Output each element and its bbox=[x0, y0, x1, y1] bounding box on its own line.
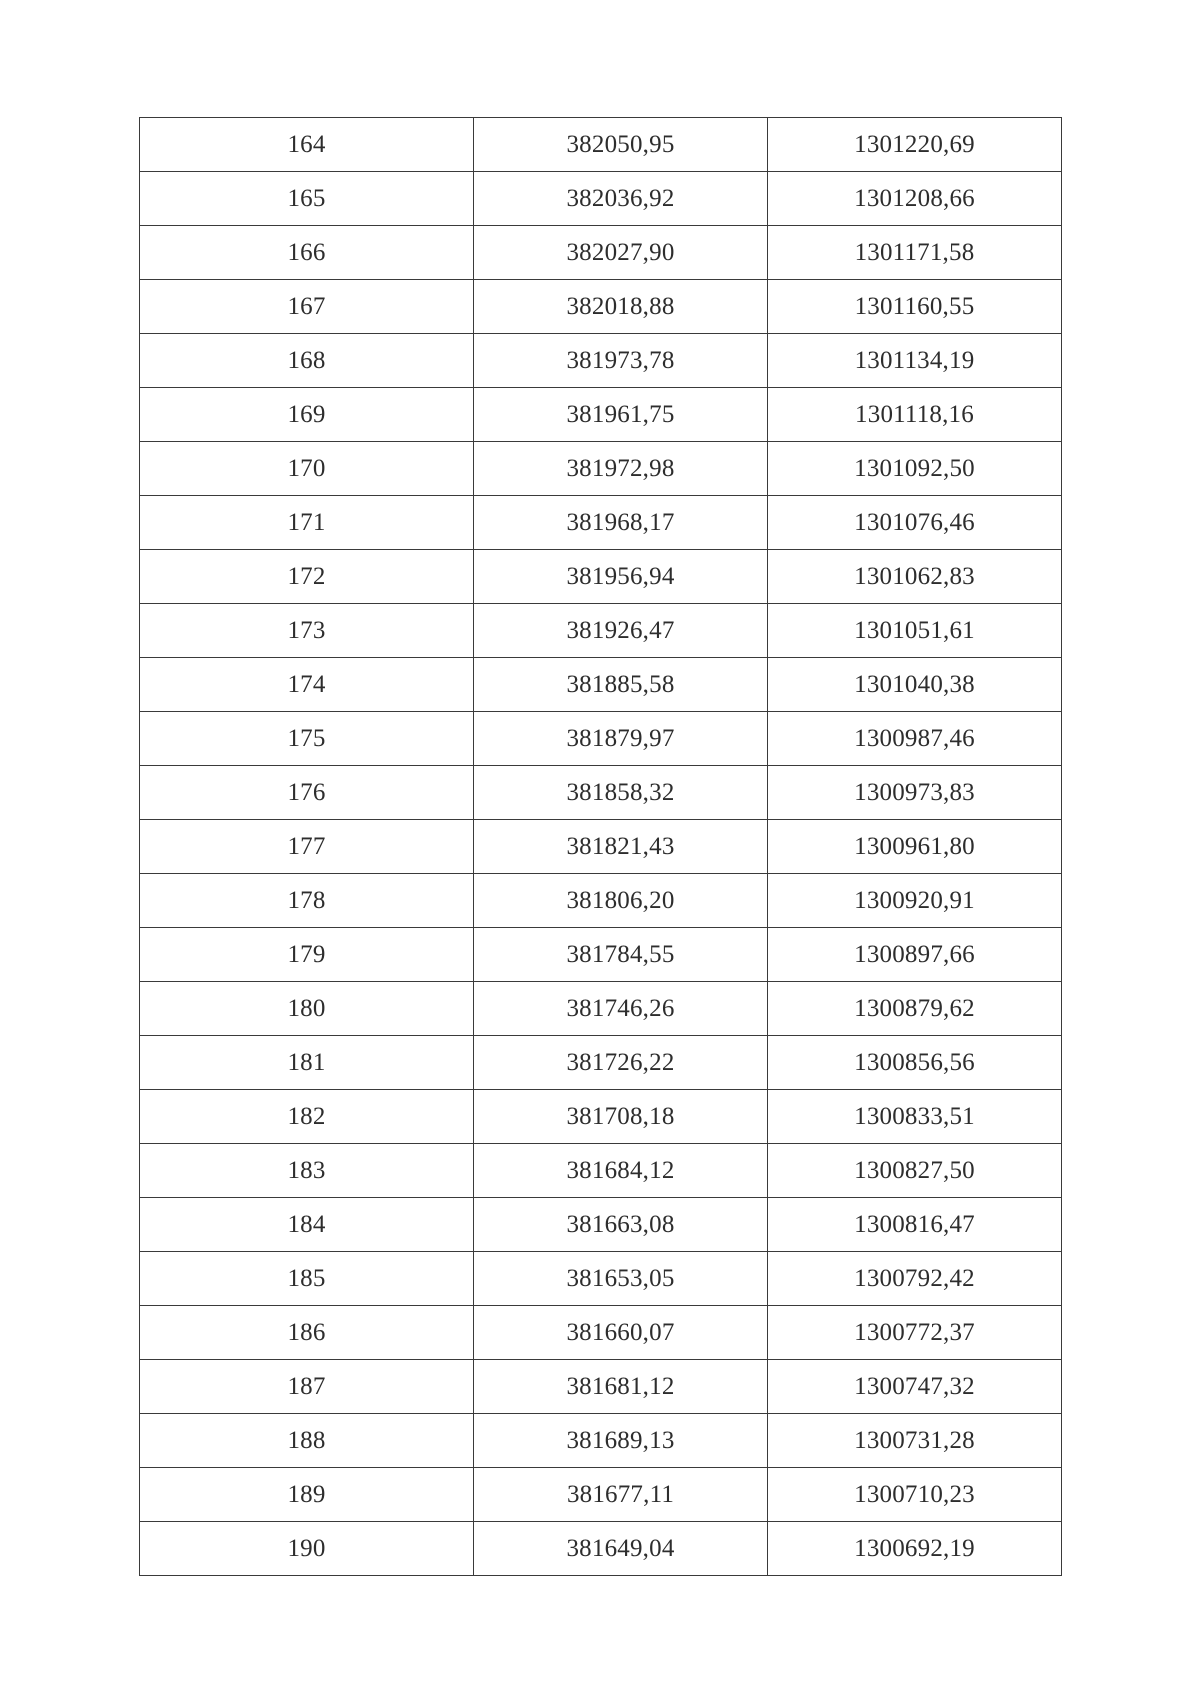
table-row bbox=[140, 280, 1062, 334]
table-row bbox=[140, 1522, 1062, 1576]
y-coordinate-cell: 1300731,28 bbox=[768, 1414, 1062, 1468]
point-number-cell: 189 bbox=[140, 1468, 474, 1522]
point-number-cell: 177 bbox=[140, 820, 474, 874]
y-coordinate-cell: 1301040,38 bbox=[768, 658, 1062, 712]
x-coordinate-cell: 381972,98 bbox=[474, 442, 768, 496]
y-coordinate-cell: 1300827,50 bbox=[768, 1144, 1062, 1198]
table-row bbox=[140, 1198, 1062, 1252]
y-coordinate-cell: 1300692,19 bbox=[768, 1522, 1062, 1576]
x-coordinate-cell: 381961,75 bbox=[474, 388, 768, 442]
x-coordinate-cell: 381684,12 bbox=[474, 1144, 768, 1198]
table-row bbox=[140, 442, 1062, 496]
y-coordinate-cell: 1300987,46 bbox=[768, 712, 1062, 766]
point-number-cell: 173 bbox=[140, 604, 474, 658]
table-row bbox=[140, 388, 1062, 442]
y-coordinate-cell: 1300961,80 bbox=[768, 820, 1062, 874]
x-coordinate-cell: 381926,47 bbox=[474, 604, 768, 658]
coordinates-table-body bbox=[140, 118, 1062, 1576]
x-coordinate-cell: 381784,55 bbox=[474, 928, 768, 982]
x-coordinate-cell: 381660,07 bbox=[474, 1306, 768, 1360]
x-coordinate-cell: 381956,94 bbox=[474, 550, 768, 604]
point-number-cell: 190 bbox=[140, 1522, 474, 1576]
coordinates-table bbox=[139, 117, 1062, 1576]
x-coordinate-cell: 381968,17 bbox=[474, 496, 768, 550]
point-number-cell: 171 bbox=[140, 496, 474, 550]
x-coordinate-cell: 381689,13 bbox=[474, 1414, 768, 1468]
table-row bbox=[140, 928, 1062, 982]
point-number-cell: 183 bbox=[140, 1144, 474, 1198]
x-coordinate-cell: 381879,97 bbox=[474, 712, 768, 766]
y-coordinate-cell: 1301062,83 bbox=[768, 550, 1062, 604]
x-coordinate-cell: 382018,88 bbox=[474, 280, 768, 334]
table-row bbox=[140, 1144, 1062, 1198]
y-coordinate-cell: 1300816,47 bbox=[768, 1198, 1062, 1252]
y-coordinate-cell: 1300879,62 bbox=[768, 982, 1062, 1036]
point-number-cell: 168 bbox=[140, 334, 474, 388]
y-coordinate-cell: 1301051,61 bbox=[768, 604, 1062, 658]
table-row bbox=[140, 334, 1062, 388]
x-coordinate-cell: 381663,08 bbox=[474, 1198, 768, 1252]
y-coordinate-cell: 1300833,51 bbox=[768, 1090, 1062, 1144]
x-coordinate-cell: 381726,22 bbox=[474, 1036, 768, 1090]
y-coordinate-cell: 1300897,66 bbox=[768, 928, 1062, 982]
y-coordinate-cell: 1301208,66 bbox=[768, 172, 1062, 226]
x-coordinate-cell: 381746,26 bbox=[474, 982, 768, 1036]
table-row bbox=[140, 982, 1062, 1036]
table-row bbox=[140, 1306, 1062, 1360]
point-number-cell: 179 bbox=[140, 928, 474, 982]
table-row bbox=[140, 550, 1062, 604]
point-number-cell: 187 bbox=[140, 1360, 474, 1414]
y-coordinate-cell: 1300792,42 bbox=[768, 1252, 1062, 1306]
table-row bbox=[140, 1468, 1062, 1522]
point-number-cell: 167 bbox=[140, 280, 474, 334]
point-number-cell: 170 bbox=[140, 442, 474, 496]
table-row bbox=[140, 1090, 1062, 1144]
y-coordinate-cell: 1301076,46 bbox=[768, 496, 1062, 550]
point-number-cell: 164 bbox=[140, 118, 474, 172]
y-coordinate-cell: 1301134,19 bbox=[768, 334, 1062, 388]
x-coordinate-cell: 381649,04 bbox=[474, 1522, 768, 1576]
table-row bbox=[140, 1360, 1062, 1414]
table-row bbox=[140, 820, 1062, 874]
point-number-cell: 172 bbox=[140, 550, 474, 604]
point-number-cell: 185 bbox=[140, 1252, 474, 1306]
table-row bbox=[140, 496, 1062, 550]
table-row bbox=[140, 766, 1062, 820]
x-coordinate-cell: 382050,95 bbox=[474, 118, 768, 172]
y-coordinate-cell: 1300710,23 bbox=[768, 1468, 1062, 1522]
point-number-cell: 184 bbox=[140, 1198, 474, 1252]
y-coordinate-cell: 1301160,55 bbox=[768, 280, 1062, 334]
table-row bbox=[140, 1414, 1062, 1468]
y-coordinate-cell: 1301220,69 bbox=[768, 118, 1062, 172]
table-row bbox=[140, 874, 1062, 928]
y-coordinate-cell: 1300856,56 bbox=[768, 1036, 1062, 1090]
point-number-cell: 182 bbox=[140, 1090, 474, 1144]
x-coordinate-cell: 381885,58 bbox=[474, 658, 768, 712]
point-number-cell: 166 bbox=[140, 226, 474, 280]
y-coordinate-cell: 1300973,83 bbox=[768, 766, 1062, 820]
table-row bbox=[140, 118, 1062, 172]
y-coordinate-cell: 1300772,37 bbox=[768, 1306, 1062, 1360]
point-number-cell: 169 bbox=[140, 388, 474, 442]
point-number-cell: 175 bbox=[140, 712, 474, 766]
y-coordinate-cell: 1301092,50 bbox=[768, 442, 1062, 496]
x-coordinate-cell: 381677,11 bbox=[474, 1468, 768, 1522]
x-coordinate-cell: 381858,32 bbox=[474, 766, 768, 820]
point-number-cell: 181 bbox=[140, 1036, 474, 1090]
point-number-cell: 186 bbox=[140, 1306, 474, 1360]
y-coordinate-cell: 1300747,32 bbox=[768, 1360, 1062, 1414]
point-number-cell: 176 bbox=[140, 766, 474, 820]
table-row bbox=[140, 1036, 1062, 1090]
point-number-cell: 174 bbox=[140, 658, 474, 712]
point-number-cell: 188 bbox=[140, 1414, 474, 1468]
point-number-cell: 165 bbox=[140, 172, 474, 226]
x-coordinate-cell: 381821,43 bbox=[474, 820, 768, 874]
x-coordinate-cell: 381806,20 bbox=[474, 874, 768, 928]
table-row bbox=[140, 172, 1062, 226]
point-number-cell: 178 bbox=[140, 874, 474, 928]
x-coordinate-cell: 382036,92 bbox=[474, 172, 768, 226]
x-coordinate-cell: 382027,90 bbox=[474, 226, 768, 280]
table-row bbox=[140, 226, 1062, 280]
x-coordinate-cell: 381653,05 bbox=[474, 1252, 768, 1306]
y-coordinate-cell: 1300920,91 bbox=[768, 874, 1062, 928]
x-coordinate-cell: 381973,78 bbox=[474, 334, 768, 388]
table-row bbox=[140, 1252, 1062, 1306]
x-coordinate-cell: 381681,12 bbox=[474, 1360, 768, 1414]
table-row bbox=[140, 604, 1062, 658]
x-coordinate-cell: 381708,18 bbox=[474, 1090, 768, 1144]
y-coordinate-cell: 1301171,58 bbox=[768, 226, 1062, 280]
table-row bbox=[140, 658, 1062, 712]
y-coordinate-cell: 1301118,16 bbox=[768, 388, 1062, 442]
table-row bbox=[140, 712, 1062, 766]
point-number-cell: 180 bbox=[140, 982, 474, 1036]
